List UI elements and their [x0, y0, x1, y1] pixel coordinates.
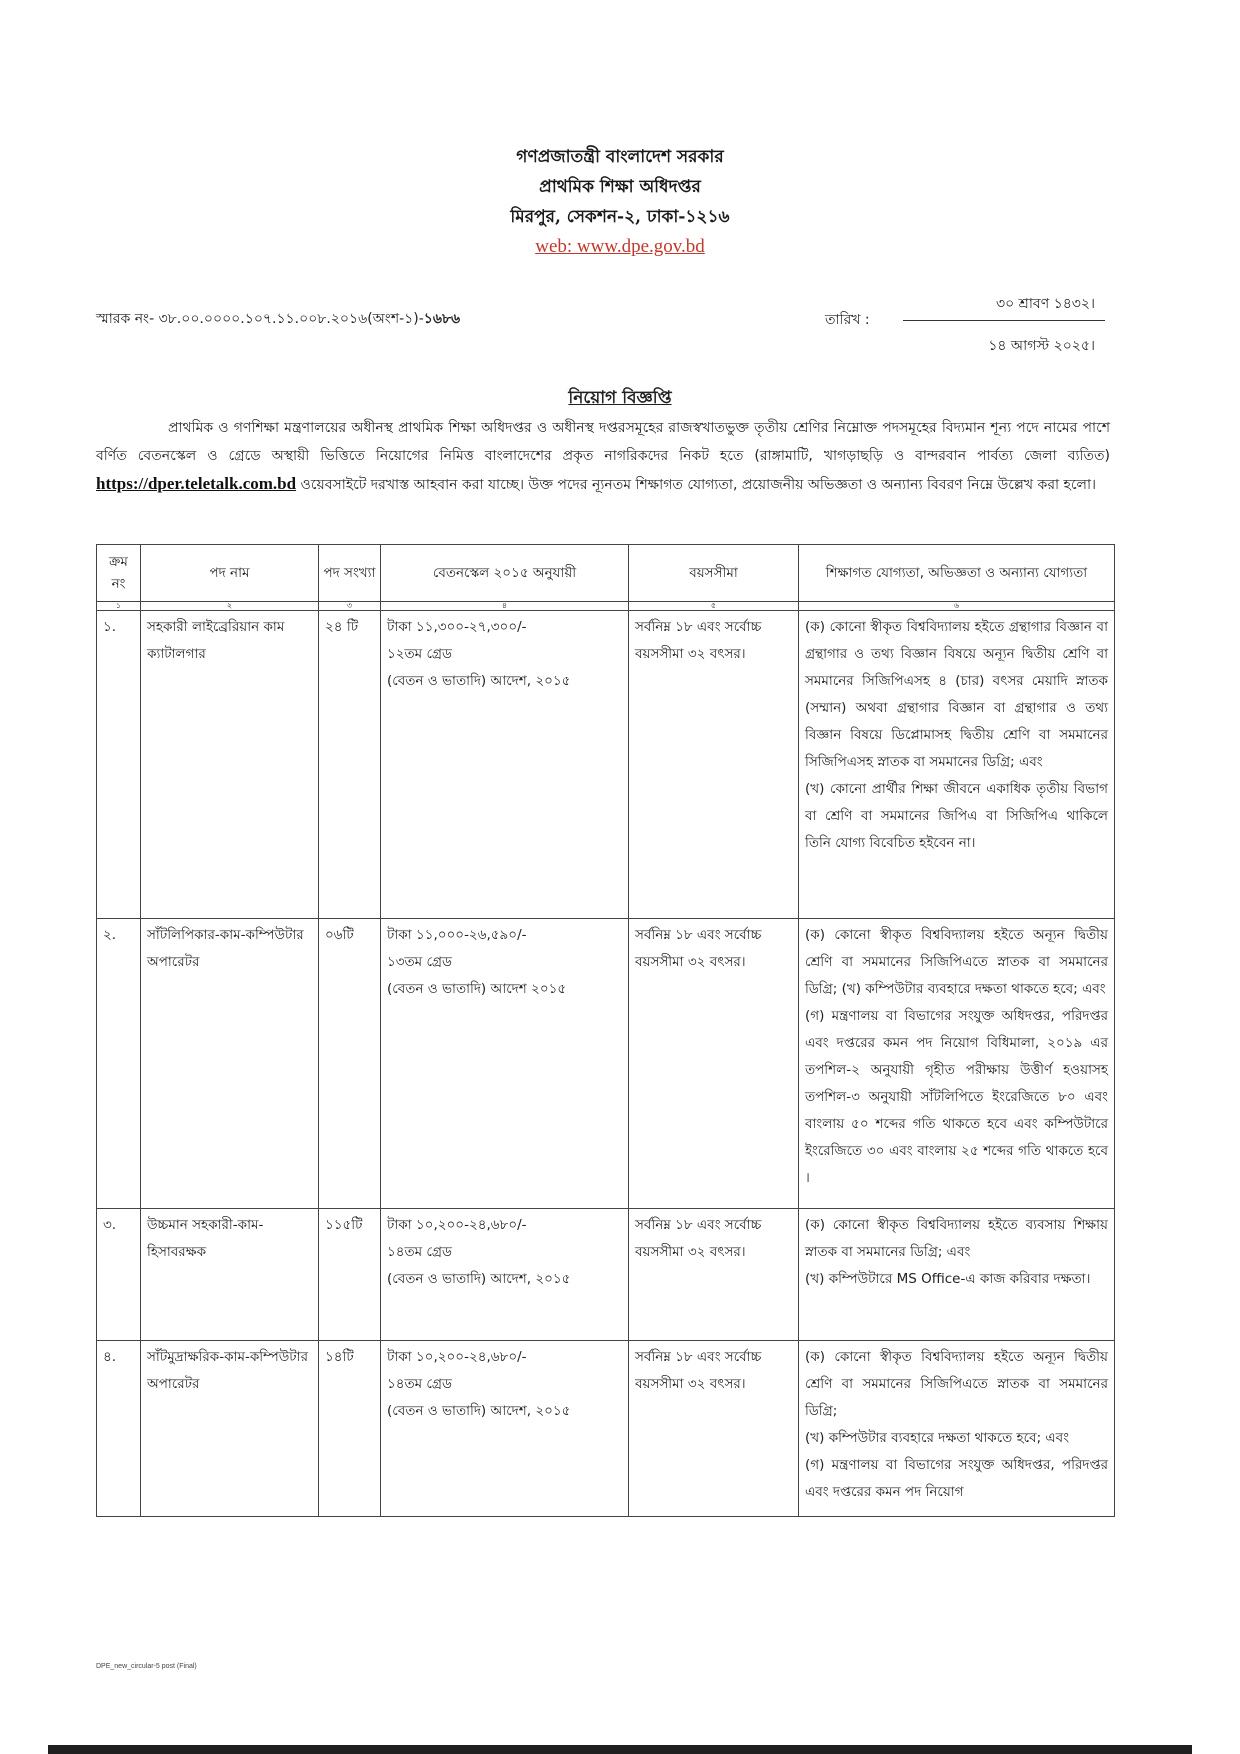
qualification-clause: (ক) কোনো স্বীকৃত বিশ্ববিদ্যালয় হইতে ব্যবসায় শিক্ষায় স্নাতক বা সমমানের ডিগ্রি; এবং [805, 1217, 1108, 1260]
scale-grade: ১৪তম গ্রেড [387, 1376, 452, 1392]
date-bangla: ৩০ শ্রাবণ ১৪৩২। [996, 296, 1095, 312]
office-address: মিরপুর, সেকশন-২, ঢাকা-১২১৬ [510, 207, 730, 227]
scale-order: (বেতন ও ভাতাদি) আদেশ, ২০১৫ [387, 1271, 571, 1287]
row-count: ১১৫টি [319, 1209, 381, 1341]
posts-table [96, 544, 1115, 1517]
qualification-clause: (ক) কোনো স্বীকৃত বিশ্ববিদ্যালয় হইতে অন্যূন দ্বিতীয় শ্রেণি বা সমমানের সিজিপিএতে স্নাতক বা সমমানের ডিগ্রি; (খ) কম্পিউটার ব্যবহারে দক্ষতা থাকতে হবে; এবং [805, 927, 1108, 997]
qualification-clause: (ক) কোনো স্বীকৃত বিশ্ববিদ্যালয় হইতে অন্যূন দ্বিতীয় শ্রেণি বা সমমানের সিজিপিএতে স্নাতক বা সমমানের ডিগ্রি; [805, 1349, 1108, 1419]
row-qualification [799, 919, 1115, 1209]
website-link[interactable]: web: www.dpe.gov.bd [535, 236, 705, 257]
column-index-row [97, 602, 1115, 611]
row-count: ০৬টি [319, 919, 381, 1209]
row-post: সহকারী লাইব্রেরিয়ান কাম ক্যাটালগার [141, 611, 319, 919]
header-scale: বেতনস্কেল ২০১৫ অনুযায়ী [381, 545, 629, 602]
row-age: সর্বনিম্ন ১৮ এবং সর্বোচ্চ বয়সসীমা ৩২ বৎসর। [629, 919, 799, 1209]
table-header-row [97, 545, 1115, 602]
header-count: পদ সংখ্যা [319, 545, 381, 602]
column-index: ৪ [381, 602, 629, 611]
row-qualification [799, 1209, 1115, 1341]
row-count: ২৪ টি [319, 611, 381, 919]
intro-text-b: ওয়েবসাইটে দরখাস্ত আহবান করা যাচ্ছে। উক্ত পদের ন্যূনতম শিক্ষাগত যোগ্যতা, প্রয়োজনীয় অভিজ্ঞতা ও অন্যান্য বিবরণ নিম্নে উল্লেখ করা হলো। [300, 477, 1097, 493]
table-row [97, 1341, 1115, 1517]
notice-intro [96, 414, 1110, 499]
date-label: তারিখ : [825, 312, 870, 328]
row-qualification [799, 1341, 1115, 1517]
row-post: সাঁটমুদ্রাক্ষরিক-কাম-কম্পিউটার অপারেটর [141, 1341, 319, 1517]
scale-order: (বেতন ও ভাতাদি) আদেশ, ২০১৫ [387, 673, 571, 689]
date-divider [903, 320, 1105, 321]
date-english: ১৪ আগস্ট ২০২৫। [988, 338, 1095, 354]
header-post: পদ নাম [141, 545, 319, 602]
column-index: ২ [141, 602, 319, 611]
memo-prefix: স্মারক নং- ৩৮.০০.০০০০.১০৭.১১.০০৮.২০১৬(অংশ-১)- [96, 311, 424, 327]
header-serial: ক্রম নং [97, 545, 141, 602]
file-footer-label: DPE_new_circular-5 post (Final) [96, 1663, 197, 1670]
intro-text-a: প্রাথমিক ও গণশিক্ষা মন্ত্রণালয়ের অধীনস্থ প্রাথমিক শিক্ষা অধিদপ্তর ও অধীনস্থ দপ্তরসমূহের রাজস্বখাতভুক্ত তৃতীয় শ্রেণির নিম্নোক্ত পদসমূহের বিদ্যমান শূন্য পদে নামের পাশে বর্ণিত বেতনস্কেল ও গ্রেডে অস্থায়ী ভিত্তিতে নিয়োগের নিমিত্ত বাংলাদেশের প্রকৃত নাগরিকদের নিকট হতে (রাঙ্গামাটি, খাগড়াছড়ি ও বান্দরবান পার্বত্য জেলা ব্যতিত) [96, 420, 1110, 464]
table-row [97, 1209, 1115, 1341]
qualification-clause: (খ) কম্পিউটার ব্যবহারে দক্ষতা থাকতে হবে; এবং [805, 1430, 1070, 1446]
letterhead [0, 142, 1240, 262]
row-scale [381, 919, 629, 1209]
scale-order: (বেতন ও ভাতাদি) আদেশ ২০১৫ [387, 981, 567, 997]
date-block [825, 290, 1105, 360]
column-index: ৬ [799, 602, 1115, 611]
row-scale [381, 611, 629, 919]
row-age: সর্বনিম্ন ১৮ এবং সর্বোচ্চ বয়সসীমা ৩২ বৎসর। [629, 611, 799, 919]
qualification-clause: (খ) কম্পিউটারে MS Office-এ কাজ করিবার দক্ষতা। [805, 1271, 1091, 1287]
scale-amount: টাকা ১১,০০০-২৬,৫৯০/- [387, 927, 527, 943]
government-name: গণপ্রজাতন্ত্রী বাংলাদেশ সরকার [516, 147, 724, 167]
qualification-clause: (ক) কোনো স্বীকৃত বিশ্ববিদ্যালয় হইতে গ্রন্থাগার বিজ্ঞান বা গ্রন্থাগার ও তথ্য বিজ্ঞান বিষয়ে অন্যূন দ্বিতীয় শ্রেণি বা সমমানের সিজিপিএসহ ৪ (চার) বৎসর মেয়াদি স্নাতক (সম্মান) অথবা গ্রন্থাগার বিজ্ঞান বা গ্রন্থাগার ও তথ্য বিজ্ঞান বিষয়ে ডিপ্লোমাসহ দ্বিতীয় শ্রেণি বা সমমানের সিজিপিএসহ স্নাতক বা সমমানের ডিগ্রি; এবং [805, 619, 1108, 770]
row-scale [381, 1341, 629, 1517]
row-qualification [799, 611, 1115, 919]
memo-reference [96, 307, 460, 331]
header-age: বয়সসীমা [629, 545, 799, 602]
directorate-name: প্রাথমিক শিক্ষা অধিদপ্তর [539, 177, 701, 197]
qualification-clause: (গ) মন্ত্রণালয় বা বিভাগের সংযুক্ত অধিদপ্তর, পরিদপ্তর এবং দপ্তরের কমন পদ নিয়োগ বিধিমালা, ২০১৯ এর তপশিল-২ অনুযায়ী গৃহীত পরীক্ষায় উত্তীর্ণ হওয়াসহ তপশিল-৩ অনুযায়ী সাঁটলিপিতে ইংরেজিতে ৮০ এবং বাংলায় ৫০ শব্দের গতি থাকতে হবে এবং কম্পিউটারে ইংরেজিতে ৩০ এবং বাংলায় ২৫ শব্দের গতি থাকতে হবে । [805, 1008, 1108, 1186]
row-serial: ৪. [97, 1341, 141, 1517]
scale-grade: ১২তম গ্রেড [387, 646, 452, 662]
memo-number: ১৬৮৬ [423, 311, 461, 327]
table-row [97, 611, 1115, 919]
qualification-clause: (গ) মন্ত্রণালয় বা বিভাগের সংযুক্ত অধিদপ্তর, পরিদপ্তর এবং দপ্তরের কমন পদ নিয়োগ [805, 1457, 1108, 1500]
column-index: ৩ [319, 602, 381, 611]
column-index: ১ [97, 602, 141, 611]
header-qualification: শিক্ষাগত যোগ্যতা, অভিজ্ঞতা ও অন্যান্য যোগ্যতা [799, 545, 1115, 602]
scale-amount: টাকা ১০,২০০-২৪,৬৮০/- [387, 1217, 527, 1233]
row-post: উচ্চমান সহকারী-কাম- হিসাবরক্ষক [141, 1209, 319, 1341]
row-serial: ১. [97, 611, 141, 919]
scale-grade: ১৩তম গ্রেড [387, 954, 452, 970]
bottom-bar [48, 1745, 1192, 1754]
notice-title: নিয়োগ বিজ্ঞপ্তি [568, 388, 672, 408]
scale-amount: টাকা ১০,২০০-২৪,৬৮০/- [387, 1349, 527, 1365]
column-index: ৫ [629, 602, 799, 611]
scale-amount: টাকা ১১,৩০০-২৭,৩০০/- [387, 619, 527, 635]
row-post: সাঁটলিপিকার-কাম-কম্পিউটার অপারেটর [141, 919, 319, 1209]
row-scale [381, 1209, 629, 1341]
application-link[interactable]: https://dper.teletalk.com.bd [96, 474, 297, 493]
qualification-clause: (খ) কোনো প্রার্থীর শিক্ষা জীবনে একাধিক তৃতীয় বিভাগ বা শ্রেণি বা সমমানের জিপিএ বা সিজিপিএ থাকিলে তিনি যোগ্য বিবেচিত হইবেন না। [805, 781, 1108, 851]
row-age: সর্বনিম্ন ১৮ এবং সর্বোচ্চ বয়সসীমা ৩২ বৎসর। [629, 1209, 799, 1341]
table-row [97, 919, 1115, 1209]
row-age: সর্বনিম্ন ১৮ এবং সর্বোচ্চ বয়সসীমা ৩২ বৎসর। [629, 1341, 799, 1517]
row-serial: ৩. [97, 1209, 141, 1341]
scale-order: (বেতন ও ভাতাদি) আদেশ, ২০১৫ [387, 1403, 571, 1419]
row-count: ১৪টি [319, 1341, 381, 1517]
scale-grade: ১৪তম গ্রেড [387, 1244, 452, 1260]
row-serial: ২. [97, 919, 141, 1209]
